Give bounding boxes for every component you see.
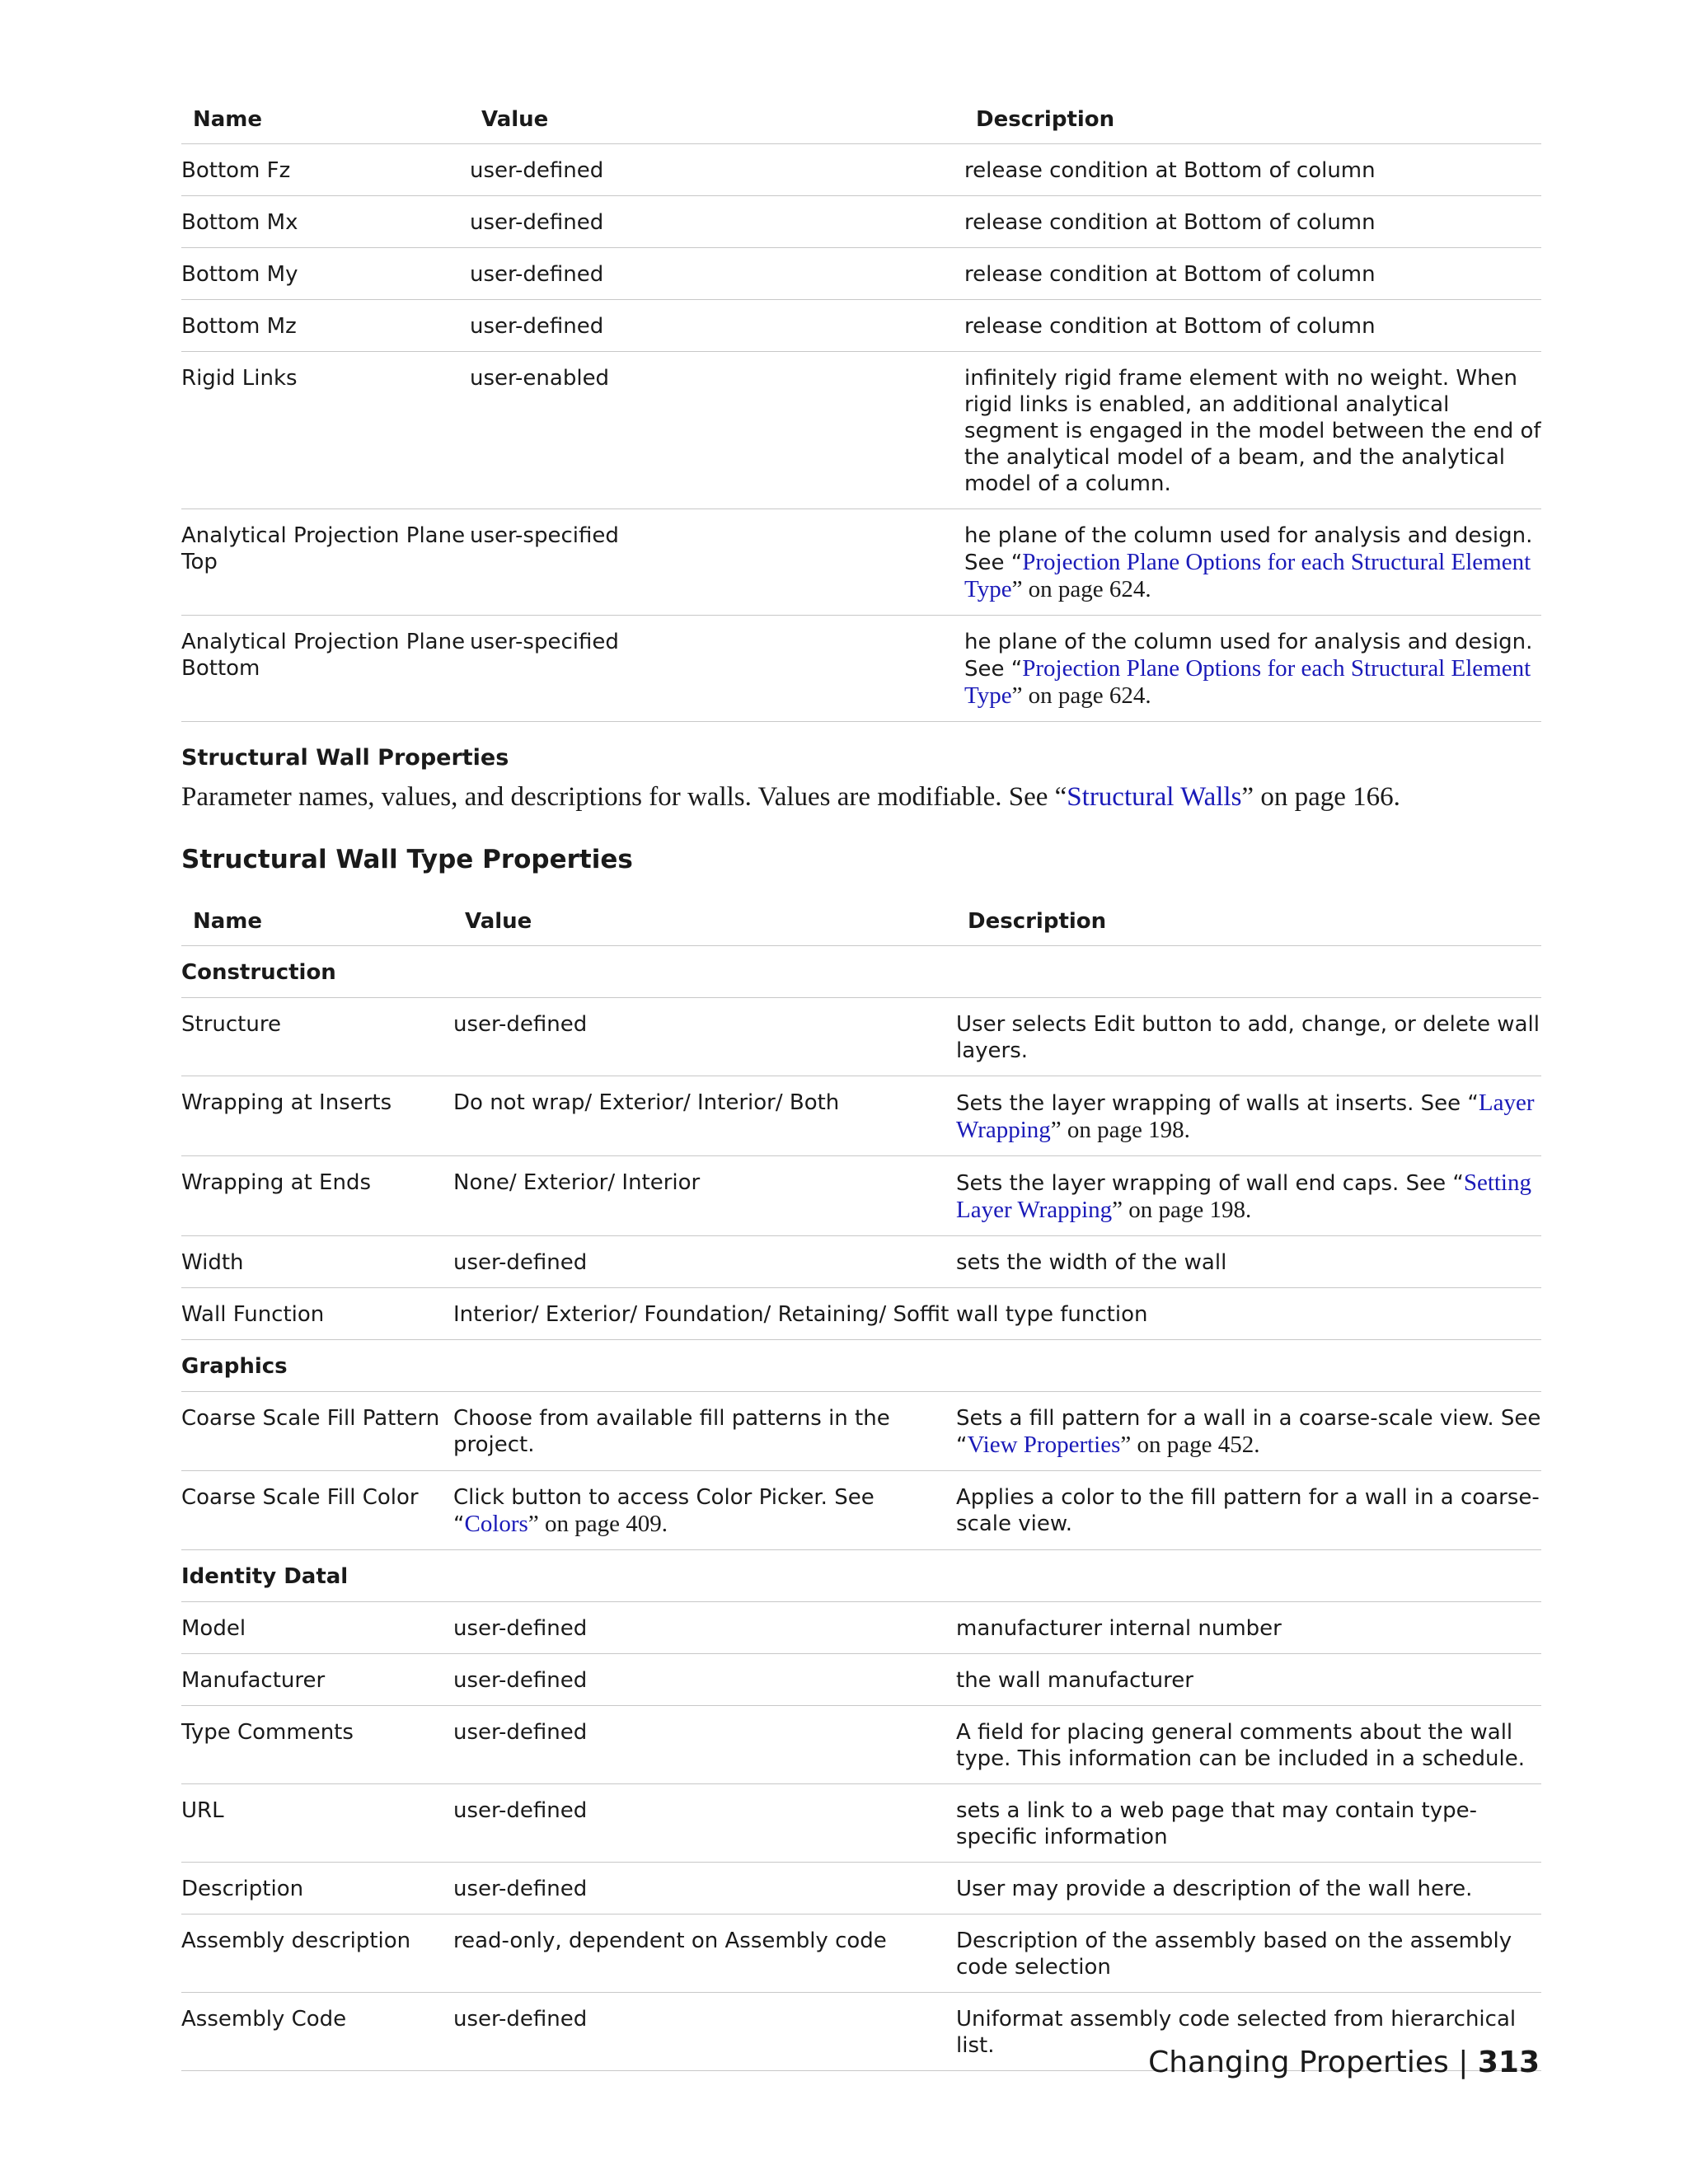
row-description [964, 509, 1541, 616]
row-name: Assembly description [181, 1915, 453, 1993]
row-value: user-specified [470, 509, 964, 616]
row-value: user-defined [453, 1236, 956, 1288]
header-name: Name [181, 97, 470, 144]
row-description [964, 616, 1541, 722]
wall-properties-paragraph [181, 779, 1541, 815]
section-label: Graphics [181, 1340, 1541, 1392]
row-value: Interior/ Exterior/ Foundation/ Retaining/ Soffit [453, 1288, 956, 1340]
para-text: Parameter names, values, and descriptions for walls. Values are modifiable. See “ [181, 782, 1067, 812]
row-name: Coarse Scale Fill Pattern [181, 1392, 453, 1471]
colors-link[interactable]: Colors [464, 1511, 528, 1537]
table-header-row [181, 97, 1541, 144]
row-name: Bottom Fz [181, 144, 470, 196]
layer-wrapping-link[interactable]: Layer Wrapping [956, 1090, 1535, 1143]
row-description: Uniformat assembly code selected from hierarchical list. [956, 1993, 1541, 2071]
projection-plane-link[interactable]: Projection Plane Options for each Structural Element Type [964, 549, 1531, 602]
column-properties-table [181, 97, 1541, 722]
row-description: Applies a color to the fill pattern for a wall in a coarse-scale view. [956, 1471, 1541, 1550]
row-name: Description [181, 1863, 453, 1915]
row-description: release condition at Bottom of column [964, 300, 1541, 352]
row-name: Assembly Code [181, 1993, 453, 2071]
row-description: sets a link to a web page that may contain type-specific information [956, 1784, 1541, 1863]
value-text: Click button to access Color Picker. See “ [453, 1485, 874, 1537]
row-value: Do not wrap/ Exterior/ Interior/ Both [453, 1076, 956, 1156]
footer-section-title: Changing Properties [1148, 2046, 1449, 2079]
desc-text: ” on page 624. [1011, 576, 1151, 602]
row-name: Coarse Scale Fill Color [181, 1471, 453, 1550]
desc-text: Sets the layer wrapping of wall end caps. See “ [956, 1171, 1464, 1196]
view-properties-link[interactable]: View Properties [967, 1432, 1121, 1458]
row-value: user-defined [453, 1863, 956, 1915]
table-row [181, 1654, 1541, 1706]
row-description: User may provide a description of the wall here. [956, 1863, 1541, 1915]
para-text: ” on page 166. [1241, 782, 1400, 812]
section-label: Identity Datal [181, 1550, 1541, 1602]
row-value: user-defined [453, 998, 956, 1076]
row-value [453, 1471, 956, 1550]
table-row [181, 1602, 1541, 1654]
page-content [181, 97, 1541, 2071]
wall-type-properties-heading: Structural Wall Type Properties [181, 845, 633, 874]
row-name: Analytical Projection Plane Bottom [181, 616, 470, 722]
row-value: user-enabled [470, 352, 964, 509]
row-description: release condition at Bottom of column [964, 196, 1541, 248]
row-description: Description of the assembly based on the assembly code selection [956, 1915, 1541, 1993]
header-description: Description [964, 97, 1541, 144]
row-name: Rigid Links [181, 352, 470, 509]
structural-walls-link[interactable]: Structural Walls [1067, 782, 1242, 812]
desc-text: he plane of the column used for analysis and design. See “ [964, 523, 1533, 575]
table-row [181, 1706, 1541, 1784]
table-row [181, 1156, 1541, 1236]
row-value: user-defined [470, 248, 964, 300]
row-description [956, 1156, 1541, 1236]
wall-properties-heading: Structural Wall Properties [181, 745, 509, 771]
row-name: Analytical Projection Plane Top [181, 509, 470, 616]
row-description: release condition at Bottom of column [964, 248, 1541, 300]
table-header-row [181, 899, 1541, 946]
row-description: release condition at Bottom of column [964, 144, 1541, 196]
section-row-identity [181, 1550, 1541, 1602]
row-name: Type Comments [181, 1706, 453, 1784]
row-name: Wrapping at Ends [181, 1156, 453, 1236]
row-name: Wrapping at Inserts [181, 1076, 453, 1156]
header-description: Description [956, 899, 1541, 946]
row-name: Bottom Mx [181, 196, 470, 248]
section-row-construction [181, 946, 1541, 998]
row-value: user-defined [453, 1993, 956, 2071]
page-footer [1148, 2046, 1540, 2079]
setting-layer-wrapping-link[interactable]: Setting Layer Wrapping [956, 1169, 1531, 1223]
row-description: manufacturer internal number [956, 1602, 1541, 1654]
table-row [181, 144, 1541, 196]
row-value: user-defined [453, 1654, 956, 1706]
row-name: Structure [181, 998, 453, 1076]
row-description: sets the width of the wall [956, 1236, 1541, 1288]
header-value: Value [470, 97, 964, 144]
row-description [956, 1392, 1541, 1471]
row-name: Bottom Mz [181, 300, 470, 352]
desc-text: Sets a fill pattern for a wall in a coarse-scale view. See “ [956, 1406, 1541, 1458]
header-value: Value [453, 899, 956, 946]
table-row [181, 616, 1541, 722]
row-description: A field for placing general comments about the wall type. This information can be included in a schedule. [956, 1706, 1541, 1784]
table-row [181, 1392, 1541, 1471]
table-row [181, 1471, 1541, 1550]
desc-text: ” on page 198. [1112, 1197, 1252, 1223]
table-row [181, 300, 1541, 352]
row-value: user-defined [470, 300, 964, 352]
table-row [181, 998, 1541, 1076]
row-name: Bottom My [181, 248, 470, 300]
table-row [181, 248, 1541, 300]
page-number: 313 [1477, 2046, 1540, 2079]
row-name: Manufacturer [181, 1654, 453, 1706]
wall-type-properties-table [181, 899, 1541, 2071]
header-name: Name [181, 899, 453, 946]
row-value: user-defined [470, 144, 964, 196]
table-row [181, 509, 1541, 616]
row-description: wall type function [956, 1288, 1541, 1340]
row-value: Choose from available fill patterns in the project. [453, 1392, 956, 1471]
row-value: None/ Exterior/ Interior [453, 1156, 956, 1236]
desc-text: Sets the layer wrapping of walls at inserts. See “ [956, 1091, 1479, 1116]
row-value: user-specified [470, 616, 964, 722]
value-text: ” on page 409. [528, 1511, 668, 1537]
row-name: Wall Function [181, 1288, 453, 1340]
desc-text: ” on page 452. [1120, 1432, 1260, 1458]
section-row-graphics [181, 1340, 1541, 1392]
row-name: Width [181, 1236, 453, 1288]
table-row [181, 1863, 1541, 1915]
table-row [181, 1288, 1541, 1340]
footer-separator: | [1458, 2046, 1469, 2079]
section-label: Construction [181, 946, 1541, 998]
table-row [181, 1915, 1541, 1993]
row-description: infinitely rigid frame element with no weight. When rigid links is enabled, an additional analytical segment is engaged in the model between the end of the analytical model of a beam, and the analytical model of a column. [964, 352, 1541, 509]
table-row [181, 1236, 1541, 1288]
row-description: the wall manufacturer [956, 1654, 1541, 1706]
projection-plane-link[interactable]: Projection Plane Options for each Structural Element Type [964, 655, 1531, 709]
row-value: user-defined [470, 196, 964, 248]
row-name: Model [181, 1602, 453, 1654]
table-row [181, 352, 1541, 509]
desc-text: ” on page 624. [1011, 682, 1151, 709]
row-value: user-defined [453, 1602, 956, 1654]
desc-text: ” on page 198. [1050, 1117, 1190, 1143]
table-row [181, 1076, 1541, 1156]
row-description [956, 1076, 1541, 1156]
table-row [181, 1784, 1541, 1863]
row-description: User selects Edit button to add, change, or delete wall layers. [956, 998, 1541, 1076]
desc-text: he plane of the column used for analysis and design. See “ [964, 630, 1533, 682]
row-value: read-only, dependent on Assembly code [453, 1915, 956, 1993]
row-name: URL [181, 1784, 453, 1863]
table-row [181, 196, 1541, 248]
row-value: user-defined [453, 1784, 956, 1863]
row-value: user-defined [453, 1706, 956, 1784]
